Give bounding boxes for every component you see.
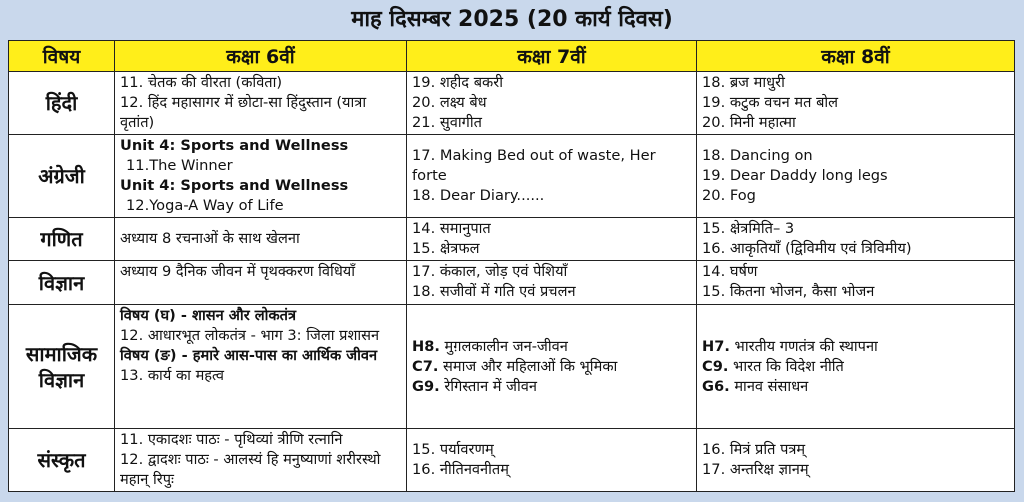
- cell-maths-class8: [697, 218, 1015, 261]
- cell-sanskrit-class8: [697, 429, 1015, 492]
- unit-heading: Unit 4: Sports and Wellness: [120, 137, 349, 154]
- geography-code: G6.: [702, 377, 730, 395]
- cell-social-class8: [697, 305, 1015, 429]
- list-item: 18. ब्रज माधुरी: [702, 74, 785, 91]
- list-item: 12. द्वादशः पाठः - आलस्यं हि मनुष्याणां शरीरस्थो महान् रिपुः: [120, 451, 381, 488]
- history-code: H8.: [412, 337, 440, 355]
- history-code: H7.: [702, 337, 730, 355]
- cell-hindi-class7: [407, 72, 697, 135]
- list-item: 14. समानुपात: [412, 220, 491, 237]
- list-item: [702, 357, 1009, 377]
- table-row-hindi: [9, 72, 1015, 135]
- cell-hindi-class8: [697, 72, 1015, 135]
- list-item: 15. क्षेत्रफल: [412, 240, 480, 257]
- list-item-text: भारतीय गणतंत्र की स्थापना: [729, 337, 878, 355]
- table-row-social-science: [9, 305, 1015, 429]
- list-item: 16. मित्रं प्रति पत्रम्: [702, 441, 806, 458]
- subject-science: विज्ञान: [9, 261, 115, 305]
- list-item-text: मुग़लकालीन जन-जीवन: [439, 337, 568, 355]
- list-item: अध्याय 8 रचनाओं के साथ खेलना: [120, 230, 300, 247]
- cell-maths-class7: [407, 218, 697, 261]
- topic-heading: विषय (घ) - शासन और लोकतंत्र: [120, 307, 297, 324]
- cell-science-class8: [697, 261, 1015, 305]
- header-class-7: कक्षा 7वीं: [407, 41, 697, 72]
- list-item: 16. आकृतियाँ (द्विविमीय एवं त्रिविमीय): [702, 240, 912, 257]
- header-class-6: कक्षा 6वीं: [115, 41, 407, 72]
- list-item: 17. Making Bed out of waste, Her forte: [412, 147, 656, 184]
- cell-science-class7: [407, 261, 697, 305]
- subject-english: अंग्रेजी: [9, 135, 115, 218]
- table-row-maths: [9, 218, 1015, 261]
- geography-code: G9.: [412, 377, 440, 395]
- list-item: 11. चेतक की वीरता (कविता): [120, 74, 283, 91]
- list-item: 11. एकादशः पाठः - पृथिव्यां त्रीणि रत्नानि: [120, 431, 343, 448]
- list-item: 12.Yoga-A Way of Life: [126, 197, 284, 214]
- list-item-text: भारत कि विदेश नीति: [728, 357, 844, 375]
- subject-sanskrit: संस्कृत: [9, 429, 115, 492]
- list-item: 18. सजीवों में गति एवं प्रचलन: [412, 283, 576, 300]
- list-item: 17. अन्तरिक्ष ज्ञानम्: [702, 461, 809, 478]
- header-row: [9, 41, 1015, 72]
- list-item: 14. घर्षण: [702, 263, 758, 280]
- cell-hindi-class6: [115, 72, 407, 135]
- page-title: माह दिसम्बर 2025 (20 कार्य दिवस): [351, 7, 673, 32]
- list-item: 17. कंकाल, जोड़ एवं पेशियाँ: [412, 263, 568, 280]
- unit-heading: Unit 4: Sports and Wellness: [120, 177, 349, 194]
- table-row-english: [9, 135, 1015, 218]
- list-item: 20. मिनी महात्मा: [702, 114, 796, 131]
- list-item: 19. Dear Daddy long legs: [702, 167, 888, 184]
- list-item: 15. पर्यावरणम्: [412, 441, 494, 458]
- list-item: 15. क्षेत्रमिति– 3: [702, 220, 795, 237]
- list-item: [412, 357, 691, 377]
- subject-line: विज्ञान: [38, 367, 85, 392]
- list-item: 15. कितना भोजन, कैसा भोजन: [702, 283, 875, 300]
- list-item: 13. कार्य का महत्व: [120, 367, 225, 384]
- header-subject: विषय: [9, 41, 115, 72]
- list-item-text: रेगिस्तान में जीवन: [439, 377, 537, 395]
- subject-maths: गणित: [9, 218, 115, 261]
- list-item: 11.The Winner: [126, 157, 233, 174]
- header-class-8: कक्षा 8वीं: [697, 41, 1015, 72]
- cell-english-class7: [407, 135, 697, 218]
- list-item: 16. नीतिनवनीतम्: [412, 461, 509, 478]
- list-item: 12. हिंद महासागर में छोटा-सा हिंदुस्तान (यात्रा वृतांत): [120, 94, 367, 131]
- list-item: 20. लक्ष्य बेध: [412, 94, 487, 111]
- list-item: 18. Dancing on: [702, 147, 813, 164]
- cell-science-class6: [115, 261, 407, 305]
- list-item: 12. आधारभूत लोकतंत्र - भाग 3: जिला प्रशासन: [120, 327, 380, 344]
- subject-social-science: [9, 305, 115, 429]
- list-item: [702, 337, 1009, 357]
- list-item: [412, 337, 691, 357]
- cell-sanskrit-class7: [407, 429, 697, 492]
- cell-maths-class6: [115, 218, 407, 261]
- cell-social-class7: [407, 305, 697, 429]
- list-item: 20. Fog: [702, 187, 756, 204]
- syllabus-table: [8, 40, 1015, 492]
- subject-hindi: हिंदी: [9, 72, 115, 135]
- cell-social-class6: [115, 305, 407, 429]
- list-item: 21. सुवागीत: [412, 114, 482, 131]
- list-item: 19. शहीद बकरी: [412, 74, 503, 91]
- list-item: [702, 377, 1009, 397]
- list-item: 19. कटुक वचन मत बोल: [702, 94, 839, 111]
- table-row-science: [9, 261, 1015, 305]
- list-item: अध्याय 9 दैनिक जीवन में पृथक्करण विधियाँ: [120, 263, 356, 280]
- list-item: 18. Dear Diary......: [412, 187, 545, 204]
- table-row-sanskrit: [9, 429, 1015, 492]
- civics-code: C9.: [702, 357, 729, 375]
- civics-code: C7.: [412, 357, 439, 375]
- list-item-text: समाज और महिलाओं कि भूमिका: [438, 357, 618, 375]
- cell-english-class6: [115, 135, 407, 218]
- topic-heading: विषय (ङ) - हमारे आस-पास का आर्थिक जीवन: [120, 347, 378, 364]
- list-item-text: मानव संसाधन: [729, 377, 809, 395]
- list-item: [412, 377, 691, 397]
- cell-sanskrit-class6: [115, 429, 407, 492]
- subject-line: सामाजिक: [25, 341, 98, 366]
- cell-english-class8: [697, 135, 1015, 218]
